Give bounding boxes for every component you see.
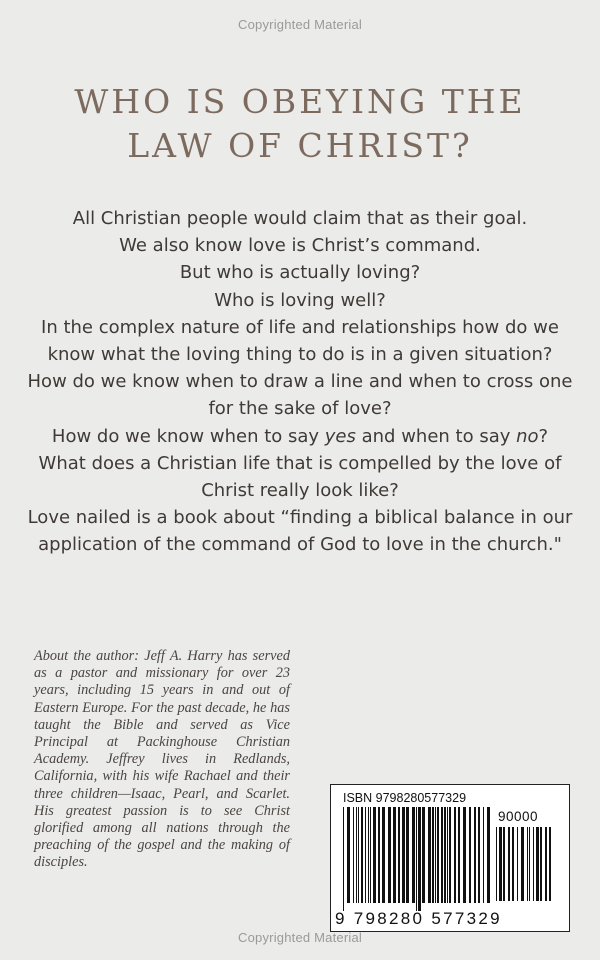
barcode-bar (533, 827, 534, 901)
blurb-line: Christ really look like? (201, 480, 399, 502)
barcode-bar (382, 807, 385, 903)
watermark-top: Copyrighted Material (238, 17, 362, 32)
barcode-bar (529, 827, 530, 901)
about-the-author: About the author: Jeff A. Harry has served as a pastor and missionary for over 23 years, including 15 years in and out of Eastern Europe. For the past decade, he has taught the Bible and served as Vice Principal at Packinghouse Christian Academy. Jeffrey lives in Redlands, California, with his wife Rachael and their three children—Isaac, Pearl, and Scarlet. His greatest passion is to see Christ glorified among all nations through the preaching of the gospel and the making of disciples. (34, 648, 290, 871)
blurb-line: What does a Christian life that is compelled by the love of (38, 452, 562, 474)
barcode-bar (478, 807, 480, 903)
barcode-bar (428, 807, 431, 903)
title-line-1: WHO IS OBEYING THE (74, 82, 526, 121)
barcode-bar (463, 807, 466, 903)
barcode-bar (347, 807, 350, 903)
price-code: 90000 (498, 809, 539, 824)
barcode-bar (549, 827, 551, 901)
blurb-line: application of the command of God to love in the church." (38, 534, 562, 556)
barcode-bar (503, 827, 505, 901)
barcode-bar (536, 827, 539, 901)
barcode-bar (527, 827, 528, 901)
blurb-line: All Christian people would claim that as their goal. (72, 208, 528, 229)
isbn-label: ISBN 9798280577329 (343, 791, 467, 805)
blurb-line-yes-no (20, 423, 580, 450)
barcode-bar (517, 827, 518, 901)
barcode-bar (422, 807, 425, 903)
barcode-bar (432, 807, 434, 903)
barcode-bar (496, 827, 497, 901)
barcode-bar (343, 807, 344, 911)
barcode-bar (521, 827, 524, 901)
yes-no-middle: and when to say (355, 425, 517, 447)
barcode-bar (512, 827, 514, 901)
no-word: no (516, 425, 539, 447)
yes-no-after: ? (538, 425, 549, 447)
barcode-bar (437, 807, 439, 903)
barcode-bar (499, 827, 502, 901)
barcode-bar (449, 807, 451, 903)
barcode-bar (365, 807, 366, 903)
barcode-bar (416, 807, 417, 911)
barcode-bar (378, 807, 380, 903)
barcode-bar (454, 807, 456, 903)
barcode-bar (398, 807, 400, 903)
isbn-digits: 9 798280 577329 (335, 909, 502, 928)
yes-word: yes (324, 425, 356, 447)
barcode-bar (393, 807, 396, 903)
barcode-bar (388, 807, 391, 903)
barcode-bar (358, 807, 359, 903)
barcode-bar (474, 807, 476, 903)
barcode-bar (483, 807, 484, 903)
barcode-bar (441, 807, 443, 903)
isbn-barcode (330, 784, 570, 932)
blurb-line: But who is actually loving? (179, 262, 421, 284)
barcode-bar (406, 807, 409, 903)
barcode-bar (435, 807, 436, 903)
blurb-line: know what the loving thing to do is in a given situation? (47, 344, 553, 366)
title-line-2: LAW OF CHRIST? (127, 126, 473, 165)
barcode-bar (418, 807, 421, 911)
blurb-line: Love nailed is a book about “finding a biblical balance in our (27, 507, 573, 529)
barcode-bar (368, 807, 369, 903)
watermark-bottom: Copyrighted Material (238, 930, 362, 945)
blurb-line: In the complex nature of life and relationships how do we (41, 316, 559, 338)
barcode-bar (412, 807, 415, 903)
back-cover-title (0, 80, 600, 168)
barcode-bar (458, 807, 460, 903)
blurb-line: How do we know when to draw a line and when to cross one (27, 371, 573, 393)
barcode-bar (356, 807, 357, 903)
yes-no-before: How do we know when to say (51, 425, 325, 447)
barcode-bar (370, 807, 371, 903)
barcode-bar (540, 827, 542, 901)
blurb-line: We also know love is Christ’s command. (119, 235, 481, 257)
barcode-bar (508, 827, 510, 901)
barcode-bar (469, 807, 471, 903)
blurb-line: Who is loving well? (214, 289, 386, 311)
addon-barcode-graphic (496, 827, 556, 909)
barcode-bar (487, 807, 490, 903)
blurb (20, 205, 580, 559)
barcode-bar (447, 807, 448, 903)
barcode-bar (545, 827, 547, 901)
blurb-line: for the sake of love? (208, 398, 392, 420)
barcode-bar (444, 807, 446, 903)
barcode-bar (402, 807, 405, 903)
ean13-barcode-graphic (343, 807, 493, 911)
barcode-bar (361, 807, 363, 903)
barcode-bar (373, 807, 376, 903)
barcode-bar (353, 807, 354, 903)
